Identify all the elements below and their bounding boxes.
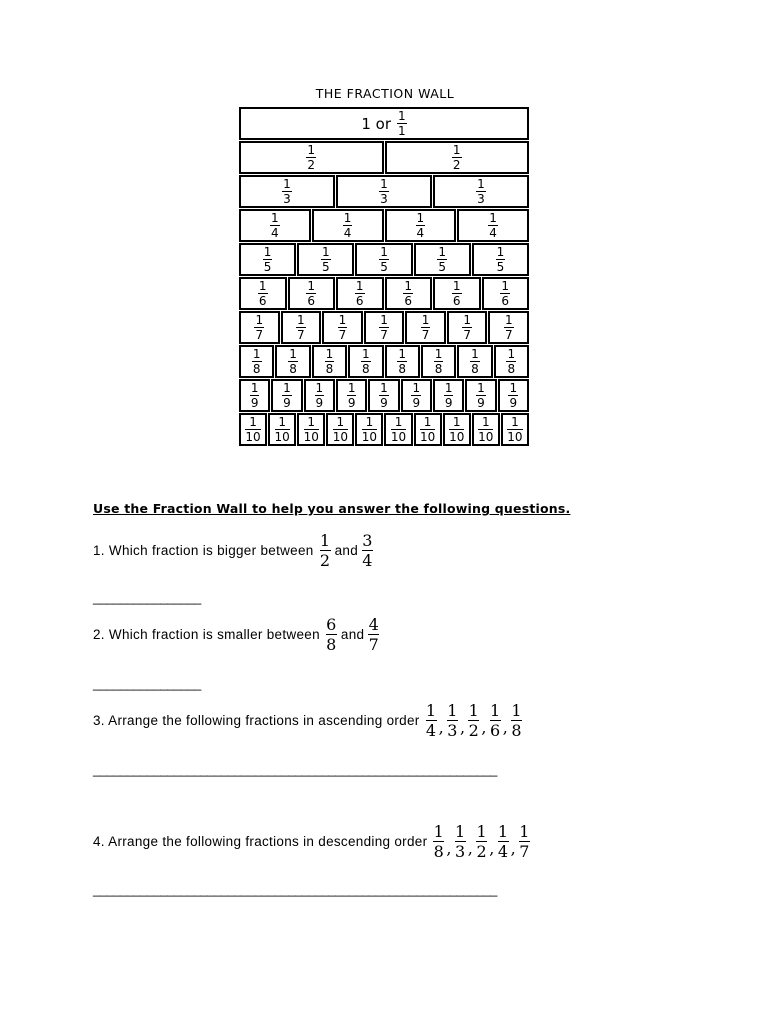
answer-line-3[interactable]: ____________________________________________________________ xyxy=(93,762,497,777)
wall-fraction xyxy=(355,280,365,307)
fraction-numerator: 1 xyxy=(380,177,388,191)
wall-fraction xyxy=(304,416,319,443)
question-fraction xyxy=(455,823,466,860)
fraction-numerator: 1 xyxy=(511,701,522,720)
wall-cell-1-7 xyxy=(488,311,529,344)
fraction-numerator: 1 xyxy=(433,822,445,841)
fraction-denominator: 7 xyxy=(368,635,380,654)
list-comma: , xyxy=(489,839,495,858)
fraction-denominator: 10 xyxy=(478,430,494,444)
wall-fraction xyxy=(420,416,435,443)
wall-cell-1-6 xyxy=(239,277,287,310)
list-comma: , xyxy=(438,718,444,737)
fraction-numerator: 1 xyxy=(380,245,388,259)
fraction-numerator: 1 xyxy=(477,381,485,395)
fraction-denominator: 8 xyxy=(511,721,522,740)
wall-row-8 xyxy=(239,345,530,379)
wall-cell-1-10 xyxy=(239,413,267,446)
question-fraction xyxy=(326,616,337,653)
fraction-denominator: 8 xyxy=(434,362,443,376)
fraction-numerator: 1 xyxy=(278,415,286,429)
fraction-numerator: 1 xyxy=(477,177,485,191)
wall-fraction xyxy=(315,382,325,409)
wall-fraction xyxy=(306,280,316,307)
wall-fraction xyxy=(476,382,486,409)
wall-cell-1-4 xyxy=(457,209,529,242)
fraction-numerator: 1 xyxy=(404,279,413,293)
fraction-numerator: 1 xyxy=(497,822,509,841)
fraction-denominator: 8 xyxy=(471,362,479,376)
fraction-numerator: 1 xyxy=(263,245,272,259)
fraction-denominator: 4 xyxy=(343,226,352,240)
wall-fraction xyxy=(449,416,464,443)
fraction-numerator: 1 xyxy=(252,347,261,361)
wall-fraction xyxy=(333,416,348,443)
fraction-denominator: 6 xyxy=(404,294,413,308)
list-comma: , xyxy=(502,718,509,737)
fraction-denominator: 7 xyxy=(255,328,264,342)
wall-cell-1-7 xyxy=(322,311,363,344)
question-2 xyxy=(93,616,381,653)
wall-row-6 xyxy=(239,277,530,311)
wall-cell-1-10 xyxy=(501,413,529,446)
fraction-numerator: 1 xyxy=(504,313,513,327)
wall-rows xyxy=(239,141,530,447)
fraction-numerator: 1 xyxy=(355,279,364,293)
wall-cell-1-10 xyxy=(297,413,325,446)
fraction-denominator: 4 xyxy=(497,842,509,861)
fraction-numerator: 1 xyxy=(307,143,316,157)
fraction-denominator: 8 xyxy=(361,362,370,376)
fraction-numerator: 1 xyxy=(283,177,291,191)
fraction-numerator: 1 xyxy=(481,415,490,429)
fraction-numerator: 1 xyxy=(452,415,461,429)
wall-fraction xyxy=(361,348,371,375)
fraction-numerator: 1 xyxy=(509,381,518,395)
wall-fraction xyxy=(379,314,389,341)
fraction-denominator: 10 xyxy=(419,430,436,444)
wall-cell-1-10 xyxy=(355,413,383,446)
wall-cell-1-4 xyxy=(385,209,457,242)
wall-fraction xyxy=(306,144,316,171)
wall-fraction xyxy=(321,246,331,273)
question-text: 1. Which fraction is bigger between xyxy=(93,543,314,558)
wall-fraction xyxy=(452,144,462,171)
question-3 xyxy=(93,702,524,739)
fraction-numerator: 1 xyxy=(507,347,516,361)
fraction-numerator: 1 xyxy=(501,279,510,293)
fraction-numerator: 1 xyxy=(380,381,388,395)
wall-cell-1-8 xyxy=(239,345,274,378)
answer-line-1[interactable]: ________________ xyxy=(93,590,201,605)
wall-row-9 xyxy=(239,379,530,413)
wall-cell-1-6 xyxy=(385,277,433,310)
wall-fraction xyxy=(506,348,516,375)
fraction-numerator: 1 xyxy=(423,415,432,429)
fraction-numerator: 1 xyxy=(289,347,297,361)
question-fraction xyxy=(476,823,487,860)
question-fraction xyxy=(368,616,379,653)
wall-fraction xyxy=(263,246,273,273)
wall-cell-1-8 xyxy=(494,345,529,378)
question-text: 4. Arrange the following fractions in descending order xyxy=(93,834,428,849)
wall-fraction xyxy=(245,416,260,443)
whole-label: 1 or xyxy=(361,114,391,133)
connector-word: and xyxy=(340,627,365,642)
wall-cell-1-9 xyxy=(498,379,529,412)
fraction-denominator: 8 xyxy=(433,842,445,861)
wall-cell-1-6 xyxy=(482,277,530,310)
fraction-numerator: 1 xyxy=(250,381,259,395)
wall-fraction xyxy=(504,314,514,341)
wall-cell-1-9 xyxy=(368,379,399,412)
wall-row-10 xyxy=(239,413,530,447)
fraction-denominator: 8 xyxy=(507,362,516,376)
fraction-denominator: 6 xyxy=(258,294,267,308)
fraction-denominator: 10 xyxy=(332,430,348,444)
fraction-numerator: 1 xyxy=(511,415,519,429)
question-fraction xyxy=(490,702,501,739)
wall-fraction xyxy=(252,348,262,375)
fraction-denominator: 6 xyxy=(490,721,501,740)
fraction-denominator: 7 xyxy=(504,328,513,342)
fraction-denominator: 5 xyxy=(380,260,388,274)
wall-fraction xyxy=(421,314,431,341)
question-fraction xyxy=(468,702,479,739)
wall-row-7 xyxy=(239,311,530,345)
wall-cell-1-10 xyxy=(326,413,354,446)
wall-cell-1-7 xyxy=(447,311,488,344)
fraction-denominator: 2 xyxy=(319,551,331,570)
wall-cell-1-10 xyxy=(384,413,412,446)
wall-cell-1-8 xyxy=(348,345,383,378)
fraction-denominator: 2 xyxy=(307,158,316,172)
fraction-numerator: 1 xyxy=(421,313,430,327)
fraction-denominator: 9 xyxy=(412,396,421,410)
wall-fraction xyxy=(397,348,407,375)
wall-cell-1-7 xyxy=(405,311,446,344)
list-comma: , xyxy=(467,839,474,858)
question-fraction xyxy=(320,532,331,569)
fraction-numerator: 1 xyxy=(455,822,466,841)
fraction-numerator: 1 xyxy=(343,211,352,225)
wall-cell-1-10 xyxy=(268,413,296,446)
wall-fraction xyxy=(270,212,280,239)
fraction-numerator: 1 xyxy=(496,245,505,259)
wall-cell-1-7 xyxy=(364,311,405,344)
question-fraction xyxy=(362,532,373,569)
fraction-numerator: 1 xyxy=(319,531,331,550)
wall-cell-whole xyxy=(239,107,529,140)
wall-cell-1-3 xyxy=(239,175,335,208)
answer-line-4[interactable]: ____________________________________________________________ xyxy=(93,882,497,897)
wall-fraction xyxy=(275,416,290,443)
fraction-denominator: 2 xyxy=(476,842,487,861)
fraction-denominator: 5 xyxy=(438,260,447,274)
fraction-denominator: 3 xyxy=(380,192,388,206)
fraction-denominator: 5 xyxy=(496,260,505,274)
fraction-denominator: 9 xyxy=(509,396,518,410)
wall-fraction xyxy=(379,178,389,205)
fraction-numerator: 1 xyxy=(338,313,347,327)
wall-cell-1-7 xyxy=(239,311,280,344)
wall-cell-1-2 xyxy=(239,141,384,174)
fraction-numerator: 1 xyxy=(398,347,406,361)
question-fraction xyxy=(498,823,509,860)
wall-cell-1-5 xyxy=(355,243,412,276)
wall-cell-1-8 xyxy=(385,345,420,378)
fraction-denominator: 4 xyxy=(416,226,425,240)
fraction-denominator: 4 xyxy=(489,226,497,240)
wall-fraction xyxy=(500,280,510,307)
fraction-denominator: 10 xyxy=(507,430,523,444)
question-text: 3. Arrange the following fractions in ascending order xyxy=(93,713,420,728)
fraction-numerator: 1 xyxy=(361,347,370,361)
fraction-denominator: 4 xyxy=(425,721,437,740)
wall-cell-1-10 xyxy=(472,413,500,446)
wall-cell-1-6 xyxy=(288,277,336,310)
fraction-numerator: 1 xyxy=(325,347,334,361)
wall-fraction xyxy=(462,314,472,341)
fraction-denominator: 10 xyxy=(361,430,378,444)
fraction-denominator: 9 xyxy=(444,396,453,410)
wall-cell-1-9 xyxy=(271,379,302,412)
wall-fraction xyxy=(362,416,377,443)
wall-cell-1-8 xyxy=(421,345,456,378)
whole-numerator: 1 xyxy=(398,109,406,123)
fraction-denominator: 6 xyxy=(452,294,461,308)
wall-fraction xyxy=(391,416,406,443)
wall-fraction xyxy=(470,348,480,375)
fraction-denominator: 4 xyxy=(271,226,279,240)
wall-fraction xyxy=(444,382,454,409)
wall-row-3 xyxy=(239,175,530,209)
fraction-numerator: 1 xyxy=(283,381,291,395)
question-text: 2. Which fraction is smaller between xyxy=(93,627,320,642)
wall-cell-1-6 xyxy=(336,277,384,310)
wall-fraction xyxy=(254,314,264,341)
question-fraction xyxy=(447,702,458,739)
wall-fraction xyxy=(379,382,389,409)
fraction-numerator: 1 xyxy=(336,415,345,429)
wall-fraction xyxy=(338,314,348,341)
wall-cell-1-8 xyxy=(312,345,347,378)
fraction-denominator: 10 xyxy=(274,430,290,444)
wall-cell-1-5 xyxy=(472,243,529,276)
wall-cell-1-2 xyxy=(385,141,530,174)
fraction-numerator: 1 xyxy=(468,701,480,720)
fraction-denominator: 9 xyxy=(250,396,259,410)
wall-cell-1-4 xyxy=(312,209,384,242)
fraction-numerator: 1 xyxy=(452,279,461,293)
fraction-numerator: 1 xyxy=(394,415,403,429)
fraction-denominator: 9 xyxy=(315,396,324,410)
fraction-denominator: 7 xyxy=(338,328,347,342)
wall-fraction xyxy=(282,382,292,409)
wall-cell-1-4 xyxy=(239,209,311,242)
wall-fraction xyxy=(416,212,426,239)
wall-cell-1-7 xyxy=(281,311,322,344)
fraction-numerator: 1 xyxy=(315,381,324,395)
fraction-denominator: 2 xyxy=(468,721,480,740)
wall-fraction xyxy=(434,348,444,375)
wall-fraction xyxy=(288,348,298,375)
fraction-numerator: 1 xyxy=(321,245,330,259)
fraction-numerator: 4 xyxy=(368,615,380,634)
wall-fraction xyxy=(507,416,522,443)
wall-cell-1-9 xyxy=(304,379,335,412)
fraction-denominator: 5 xyxy=(321,260,330,274)
wall-cell-1-9 xyxy=(433,379,464,412)
fraction-denominator: 3 xyxy=(455,842,466,861)
fraction-denominator: 8 xyxy=(398,362,406,376)
question-fraction xyxy=(519,823,530,860)
wall-row-2 xyxy=(239,141,530,175)
wall-row-4 xyxy=(239,209,530,243)
fraction-denominator: 5 xyxy=(263,260,272,274)
list-comma: , xyxy=(510,839,516,858)
fraction-denominator: 8 xyxy=(289,362,297,376)
whole-denominator: 1 xyxy=(398,124,406,138)
fraction-denominator: 7 xyxy=(421,328,430,342)
fraction-numerator: 1 xyxy=(416,211,425,225)
fraction-denominator: 9 xyxy=(347,396,356,410)
fraction-numerator: 1 xyxy=(271,211,279,225)
instructions-heading: Use the Fraction Wall to help you answer the following questions. xyxy=(93,501,571,516)
wall-cell-1-3 xyxy=(433,175,529,208)
wall-cell-1-5 xyxy=(414,243,471,276)
question-4 xyxy=(93,823,532,860)
fraction-numerator: 1 xyxy=(425,701,437,720)
wall-cell-1-9 xyxy=(336,379,367,412)
fraction-denominator: 7 xyxy=(297,328,305,342)
fraction-numerator: 1 xyxy=(412,381,421,395)
fraction-numerator: 3 xyxy=(362,531,373,550)
question-fraction xyxy=(511,702,522,739)
wall-cell-1-9 xyxy=(239,379,270,412)
wall-fraction xyxy=(347,382,357,409)
wall-cell-1-3 xyxy=(336,175,432,208)
fraction-numerator: 1 xyxy=(452,143,461,157)
fraction-numerator: 1 xyxy=(438,245,447,259)
fraction-numerator: 1 xyxy=(489,211,497,225)
wall-fraction xyxy=(411,382,421,409)
fraction-denominator: 4 xyxy=(362,551,373,570)
list-comma: , xyxy=(459,718,466,737)
wall-fraction xyxy=(250,382,260,409)
connector-word: and xyxy=(334,543,359,558)
wall-cell-1-9 xyxy=(465,379,496,412)
wall-cell-1-10 xyxy=(443,413,471,446)
wall-fraction xyxy=(488,212,498,239)
wall-fraction xyxy=(496,246,506,273)
whole-fraction xyxy=(397,110,407,137)
fraction-numerator: 1 xyxy=(434,347,443,361)
fraction-numerator: 1 xyxy=(297,313,305,327)
wall-fraction xyxy=(343,212,353,239)
fraction-denominator: 2 xyxy=(452,158,461,172)
fraction-denominator: 9 xyxy=(380,396,388,410)
question-fraction xyxy=(426,702,437,739)
wall-fraction xyxy=(325,348,335,375)
fraction-denominator: 6 xyxy=(355,294,364,308)
wall-fraction xyxy=(296,314,306,341)
list-comma: , xyxy=(481,718,487,737)
wall-cell-1-9 xyxy=(401,379,432,412)
fraction-numerator: 1 xyxy=(365,415,374,429)
fraction-wall-title: THE FRACTION WALL xyxy=(315,86,455,101)
wall-cell-1-6 xyxy=(433,277,481,310)
question-1 xyxy=(93,532,375,569)
fraction-numerator: 1 xyxy=(519,822,530,841)
fraction-numerator: 1 xyxy=(307,415,316,429)
fraction-denominator: 8 xyxy=(252,362,261,376)
wall-fraction xyxy=(403,280,413,307)
wall-cell-1-8 xyxy=(275,345,310,378)
fraction-denominator: 3 xyxy=(477,192,485,206)
fraction-denominator: 9 xyxy=(283,396,291,410)
fraction-numerator: 1 xyxy=(476,822,487,841)
wall-cell-1-8 xyxy=(457,345,492,378)
fraction-numerator: 1 xyxy=(347,381,356,395)
fraction-numerator: 1 xyxy=(255,313,264,327)
wall-fraction xyxy=(452,280,462,307)
wall-fraction xyxy=(476,178,486,205)
fraction-denominator: 9 xyxy=(477,396,485,410)
wall-cell-1-10 xyxy=(414,413,442,446)
fraction-numerator: 1 xyxy=(258,279,267,293)
fraction-denominator: 10 xyxy=(449,430,465,444)
fraction-wall xyxy=(239,107,530,447)
fraction-numerator: 1 xyxy=(307,279,316,293)
fraction-denominator: 7 xyxy=(519,842,530,861)
fraction-numerator: 6 xyxy=(326,615,337,634)
wall-cell-1-5 xyxy=(239,243,296,276)
answer-line-2[interactable]: ________________ xyxy=(93,676,201,691)
fraction-denominator: 10 xyxy=(390,430,407,444)
wall-fraction xyxy=(508,382,518,409)
list-comma: , xyxy=(446,839,452,858)
wall-cell-1-5 xyxy=(297,243,354,276)
fraction-numerator: 1 xyxy=(249,415,257,429)
fraction-denominator: 3 xyxy=(447,721,458,740)
wall-fraction xyxy=(379,246,389,273)
fraction-numerator: 1 xyxy=(380,313,388,327)
fraction-numerator: 1 xyxy=(490,701,501,720)
fraction-numerator: 1 xyxy=(471,347,479,361)
wall-row-5 xyxy=(239,243,530,277)
fraction-denominator: 6 xyxy=(501,294,510,308)
fraction-denominator: 3 xyxy=(283,192,291,206)
fraction-denominator: 10 xyxy=(303,430,319,444)
fraction-numerator: 1 xyxy=(447,701,458,720)
fraction-denominator: 10 xyxy=(245,430,261,444)
fraction-denominator: 8 xyxy=(325,362,334,376)
fraction-denominator: 6 xyxy=(307,294,316,308)
fraction-numerator: 1 xyxy=(463,313,471,327)
fraction-denominator: 8 xyxy=(326,635,337,654)
wall-fraction xyxy=(478,416,493,443)
fraction-denominator: 7 xyxy=(380,328,388,342)
fraction-numerator: 1 xyxy=(444,381,453,395)
wall-fraction xyxy=(258,280,268,307)
wall-fraction xyxy=(282,178,292,205)
wall-fraction xyxy=(437,246,447,273)
fraction-denominator: 7 xyxy=(463,328,471,342)
wall-row-whole xyxy=(239,107,530,141)
question-fraction xyxy=(433,823,444,860)
